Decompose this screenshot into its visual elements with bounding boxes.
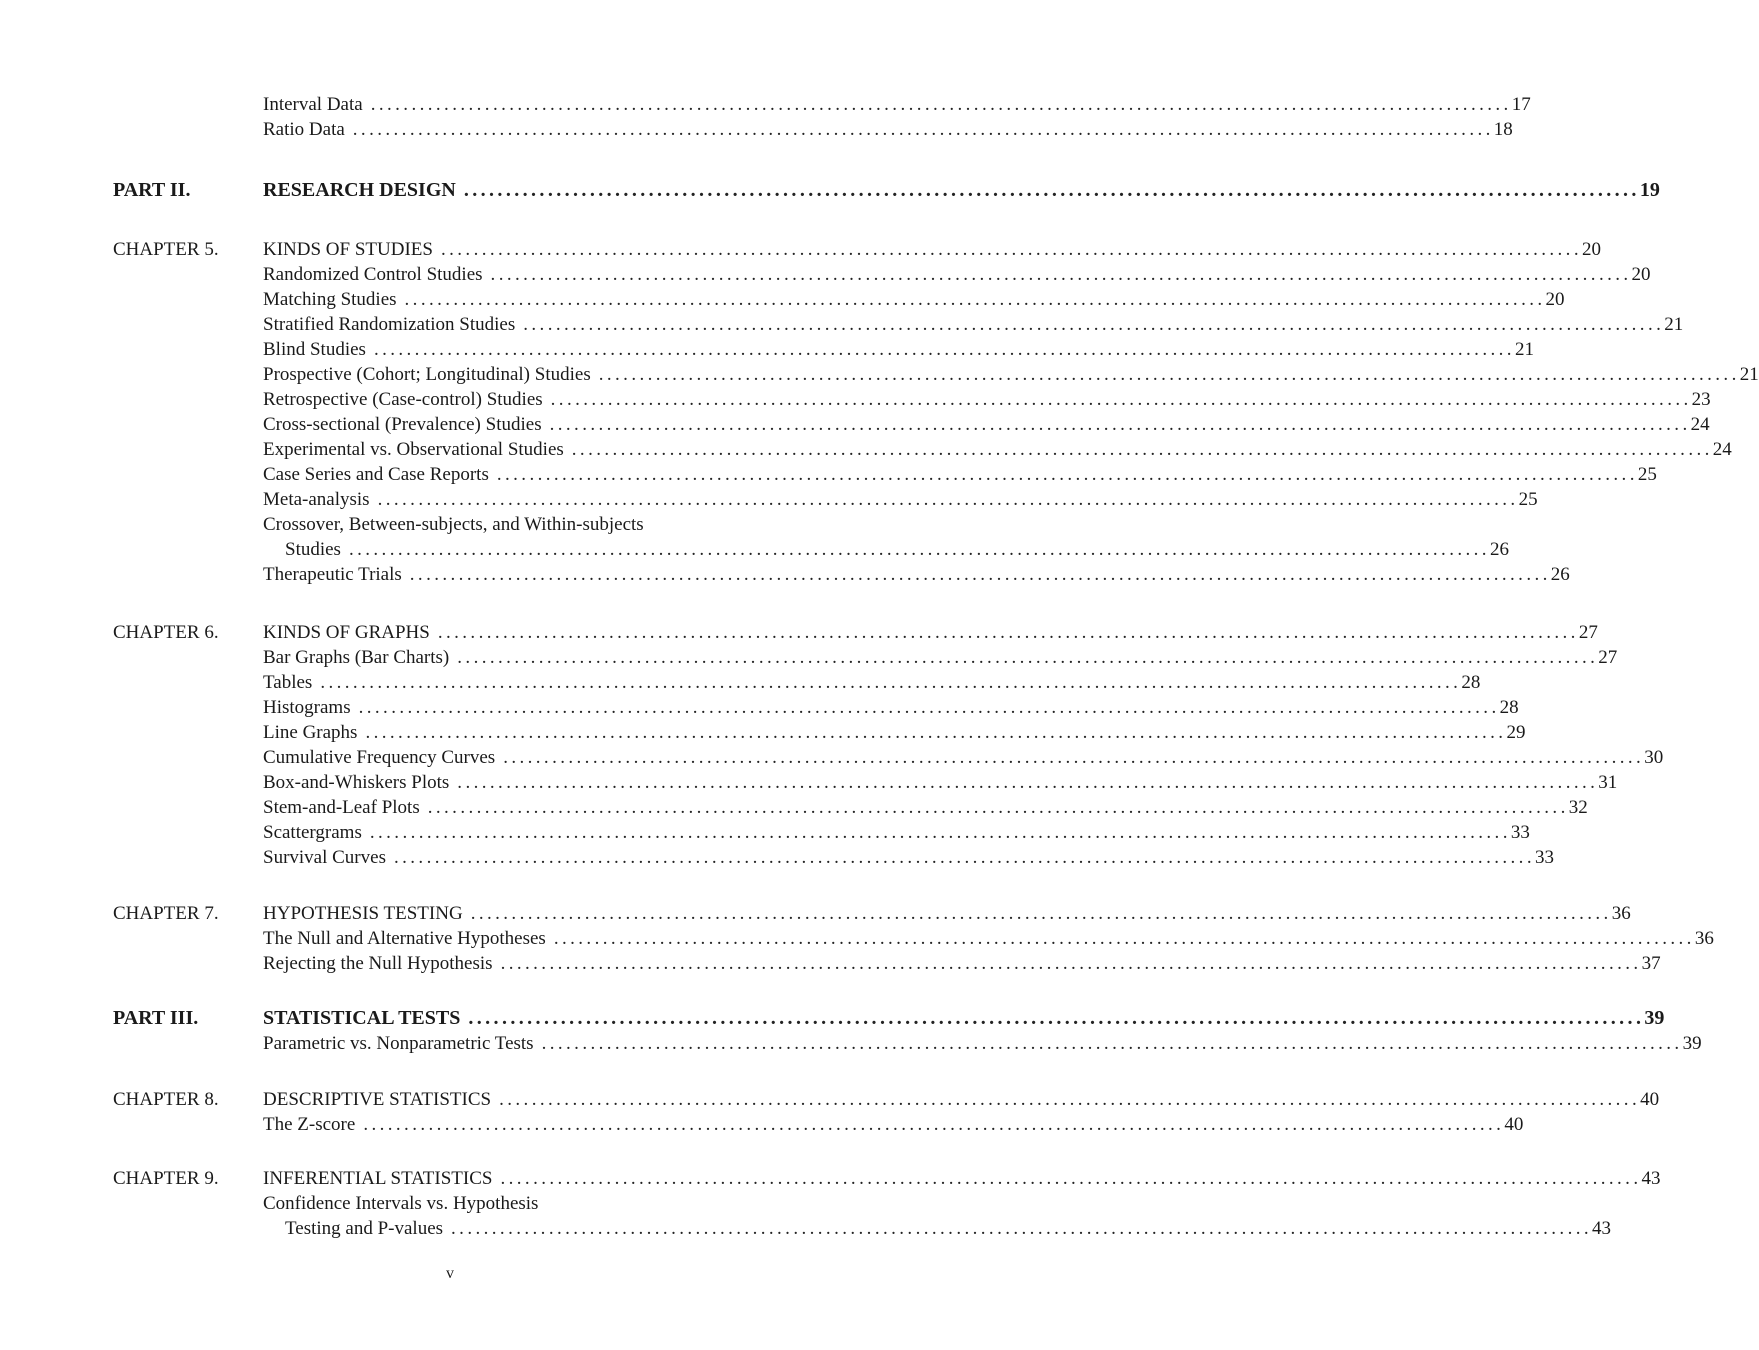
- toc-entry-retrospective: [263, 387, 1711, 412]
- page-number: 33: [1510, 822, 1530, 843]
- toc-entry-scattergrams: [263, 820, 1530, 845]
- toc-entry-histograms: [263, 695, 1519, 720]
- toc-entry-kinds-of-studies: [263, 237, 1601, 262]
- part-label: PART II.: [113, 179, 191, 201]
- dot-leader: ............................................................................................................................................: [463, 179, 1640, 201]
- chapter-label: CHAPTER 5.: [113, 239, 219, 260]
- entry-title: Therapeutic Trials: [263, 564, 402, 585]
- page-number: 40: [1640, 1089, 1660, 1110]
- entry-title: Case Series and Case Reports: [263, 464, 489, 485]
- toc-entry-confidence: [285, 1216, 1612, 1241]
- toc-entry-crossover-line1: Crossover, Between-subjects, and Within-subjects: [263, 514, 644, 535]
- page-number: 20: [1545, 289, 1565, 310]
- toc-entry-cumulative: [263, 745, 1664, 770]
- entry-title: The Null and Alternative Hypotheses: [263, 928, 546, 949]
- entry-title: INFERENTIAL STATISTICS: [263, 1168, 493, 1189]
- toc-entry-case-series: [263, 462, 1657, 487]
- dot-leader: ............................................................................................................................................: [427, 797, 1569, 818]
- page-number: 25: [1518, 489, 1538, 510]
- dot-leader: ............................................................................................................................................: [363, 1114, 1505, 1135]
- entry-title: Meta-analysis: [263, 489, 370, 510]
- page-number: 36: [1694, 928, 1714, 949]
- page-number: 19: [1639, 179, 1660, 201]
- toc-entry-cross-sectional: [263, 412, 1710, 437]
- page-number: 27: [1578, 622, 1598, 643]
- page-number: 21: [1664, 314, 1684, 335]
- page-number: 32: [1568, 797, 1588, 818]
- entry-title: Cross-sectional (Prevalence) Studies: [263, 414, 542, 435]
- toc-entry-research-design: [263, 178, 1660, 203]
- entry-title: KINDS OF GRAPHS: [263, 622, 430, 643]
- toc-entry-null-alternative: [263, 926, 1714, 951]
- dot-leader: ............................................................................................................................................: [437, 622, 1579, 643]
- entry-title: Bar Graphs (Bar Charts): [263, 647, 450, 668]
- entry-title: Histograms: [263, 697, 351, 718]
- dot-leader: ............................................................................................................................................: [404, 289, 1546, 310]
- toc-entry-box-whiskers: [263, 770, 1618, 795]
- entry-title: HYPOTHESIS TESTING: [263, 903, 463, 924]
- toc-entry-therapeutic: [263, 562, 1570, 587]
- dot-leader: ............................................................................................................................................: [468, 1007, 1645, 1029]
- page-number: 39: [1682, 1033, 1702, 1054]
- page-number: 26: [1550, 564, 1570, 585]
- entry-title: Matching Studies: [263, 289, 397, 310]
- toc-entry-meta-analysis: [263, 487, 1538, 512]
- toc-entry-interval-data: [263, 92, 1531, 117]
- toc-entry-inferential: [263, 1166, 1661, 1191]
- dot-leader: ............................................................................................................................................: [320, 672, 1462, 693]
- page-number: 21: [1739, 364, 1759, 385]
- dot-leader: ............................................................................................................................................: [365, 722, 1507, 743]
- toc-entry-matching: [263, 287, 1565, 312]
- entry-title: Experimental vs. Observational Studies: [263, 439, 564, 460]
- part-label: PART III.: [113, 1007, 199, 1029]
- toc-entry-descriptive: [263, 1087, 1660, 1112]
- page-number: 43: [1592, 1218, 1612, 1239]
- page-number: 17: [1511, 94, 1531, 115]
- dot-leader: ............................................................................................................................................: [541, 1033, 1683, 1054]
- toc-entry-parametric: [263, 1031, 1702, 1056]
- entry-title: Ratio Data: [263, 119, 345, 140]
- dot-leader: ............................................................................................................................................: [409, 564, 1551, 585]
- page-number: 27: [1598, 647, 1618, 668]
- toc-entry-line-graphs: [263, 720, 1526, 745]
- dot-leader: ............................................................................................................................................: [549, 414, 1691, 435]
- dot-leader: ............................................................................................................................................: [550, 389, 1692, 410]
- dot-leader: ............................................................................................................................................: [377, 489, 1519, 510]
- page-number: 28: [1461, 672, 1481, 693]
- entry-title: Randomized Control Studies: [263, 264, 483, 285]
- entry-title: Interval Data: [263, 94, 363, 115]
- dot-leader: ............................................................................................................................................: [440, 239, 1582, 260]
- entry-title: DESCRIPTIVE STATISTICS: [263, 1089, 492, 1110]
- entry-title: KINDS OF STUDIES: [263, 239, 433, 260]
- toc-entry-prospective: [263, 362, 1759, 387]
- toc-entry-crossover: [285, 537, 1509, 562]
- dot-leader: ............................................................................................................................................: [373, 339, 1515, 360]
- chapter-label: CHAPTER 7.: [113, 903, 219, 924]
- toc-entry-kinds-of-graphs: [263, 620, 1598, 645]
- entry-title: The Z-score: [263, 1114, 356, 1135]
- page-number: 31: [1598, 772, 1618, 793]
- page-number: 28: [1499, 697, 1519, 718]
- toc-entry-rejecting-null: [263, 951, 1661, 976]
- dot-leader: ............................................................................................................................................: [352, 119, 1494, 140]
- page-number: 43: [1641, 1168, 1661, 1189]
- toc-entry-blind: [263, 337, 1534, 362]
- dot-leader: ............................................................................................................................................: [598, 364, 1740, 385]
- toc-entry-survival: [263, 845, 1554, 870]
- entry-title: Line Graphs: [263, 722, 358, 743]
- toc-entry-hypothesis-testing: [263, 901, 1631, 926]
- dot-leader: ............................................................................................................................................: [490, 264, 1632, 285]
- toc-entry-z-score: [263, 1112, 1524, 1137]
- page-number: 40: [1504, 1114, 1524, 1135]
- toc-entry-bar-graphs: [263, 645, 1618, 670]
- entry-title: Box-and-Whiskers Plots: [263, 772, 450, 793]
- page-number: 23: [1691, 389, 1711, 410]
- toc-entry-stratified: [263, 312, 1684, 337]
- dot-leader: ............................................................................................................................................: [500, 953, 1642, 974]
- toc-entry-statistical-tests: [263, 1006, 1665, 1031]
- dot-leader: ............................................................................................................................................: [500, 1168, 1642, 1189]
- entry-title: Rejecting the Null Hypothesis: [263, 953, 493, 974]
- entry-title: Retrospective (Case-control) Studies: [263, 389, 543, 410]
- page-number: 26: [1489, 539, 1509, 560]
- entry-title: STATISTICAL TESTS: [263, 1007, 461, 1029]
- toc-entry-randomized: [263, 262, 1651, 287]
- dot-leader: ............................................................................................................................................: [496, 464, 1638, 485]
- entry-title: Testing and P-values: [285, 1218, 444, 1239]
- dot-leader: ............................................................................................................................................: [393, 847, 1535, 868]
- toc-entry-stem-leaf: [263, 795, 1588, 820]
- page-number: 37: [1641, 953, 1661, 974]
- page-number: 24: [1690, 414, 1710, 435]
- dot-leader: ............................................................................................................................................: [457, 772, 1599, 793]
- toc-entry-confidence-line1: Confidence Intervals vs. Hypothesis: [263, 1193, 539, 1214]
- page-number: 21: [1514, 339, 1534, 360]
- page-number: 30: [1644, 747, 1664, 768]
- entry-title: Studies: [285, 539, 341, 560]
- toc-entry-tables: [263, 670, 1481, 695]
- page-number: 33: [1534, 847, 1554, 868]
- page-number: 20: [1581, 239, 1601, 260]
- page-folio: v: [446, 1265, 454, 1282]
- toc-entry-experimental: [263, 437, 1732, 462]
- dot-leader: ............................................................................................................................................: [358, 697, 1500, 718]
- dot-leader: ............................................................................................................................................: [370, 94, 1512, 115]
- dot-leader: ............................................................................................................................................: [571, 439, 1713, 460]
- page-number: 20: [1631, 264, 1651, 285]
- page-number: 29: [1506, 722, 1526, 743]
- dot-leader: ............................................................................................................................................: [553, 928, 1695, 949]
- dot-leader: ............................................................................................................................................: [499, 1089, 1641, 1110]
- page-number: 36: [1611, 903, 1631, 924]
- page-number: 18: [1493, 119, 1513, 140]
- chapter-label: CHAPTER 8.: [113, 1089, 219, 1110]
- entry-title: Parametric vs. Nonparametric Tests: [263, 1033, 534, 1054]
- entry-title: Cumulative Frequency Curves: [263, 747, 496, 768]
- page-number: 25: [1637, 464, 1657, 485]
- chapter-label: CHAPTER 6.: [113, 622, 219, 643]
- entry-title: Survival Curves: [263, 847, 386, 868]
- entry-title: RESEARCH DESIGN: [263, 179, 456, 201]
- dot-leader: ............................................................................................................................................: [503, 747, 1645, 768]
- entry-title: Scattergrams: [263, 822, 362, 843]
- dot-leader: ............................................................................................................................................: [451, 1218, 1593, 1239]
- dot-leader: ............................................................................................................................................: [470, 903, 1612, 924]
- chapter-label: CHAPTER 9.: [113, 1168, 219, 1189]
- entry-title: Stem-and-Leaf Plots: [263, 797, 420, 818]
- dot-leader: ............................................................................................................................................: [523, 314, 1665, 335]
- page-number: 39: [1644, 1007, 1665, 1029]
- dot-leader: ............................................................................................................................................: [457, 647, 1599, 668]
- entry-title: Tables: [263, 672, 313, 693]
- entry-title: Blind Studies: [263, 339, 366, 360]
- dot-leader: ............................................................................................................................................: [348, 539, 1490, 560]
- entry-title: Prospective (Cohort; Longitudinal) Studies: [263, 364, 591, 385]
- entry-title: Stratified Randomization Studies: [263, 314, 516, 335]
- dot-leader: ............................................................................................................................................: [369, 822, 1511, 843]
- toc-entry-ratio-data: [263, 117, 1513, 142]
- page-number: 24: [1712, 439, 1732, 460]
